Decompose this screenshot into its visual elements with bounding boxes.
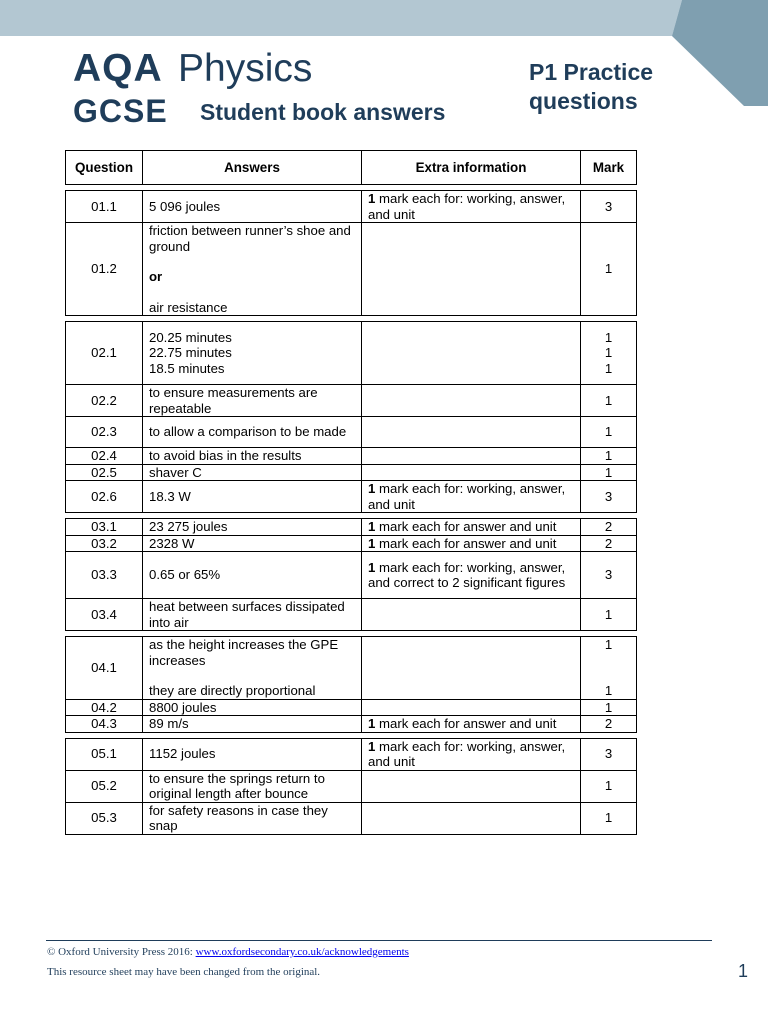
answer-cell: 23 275 joules: [143, 519, 362, 536]
table-row: [66, 448, 637, 465]
header-question: Question: [66, 151, 143, 185]
table-row: [66, 417, 637, 448]
mark-cell: 3: [581, 738, 637, 770]
mark-cell: 2: [581, 519, 637, 536]
table-row: [66, 738, 637, 770]
answer-cell: 89 m/s: [143, 716, 362, 733]
answer-cell: heat between surfaces dissipated into air: [143, 599, 362, 631]
mark-cell: 1: [581, 417, 637, 448]
question-number: 02.1: [66, 322, 143, 385]
answer-cell: to avoid bias in the results: [143, 448, 362, 465]
answer-cell: for safety reasons in case they snap: [143, 802, 362, 834]
top-decorative-band: [0, 0, 768, 36]
header-answers: Answers: [143, 151, 362, 185]
footer-copyright: [47, 946, 409, 958]
question-number: 01.2: [66, 223, 143, 316]
extra-info-cell: [362, 385, 581, 417]
mark-cell: 3: [581, 191, 637, 223]
acknowledgements-link[interactable]: www.oxfordsecondary.co.uk/acknowledgements: [195, 946, 409, 958]
aqa-logo-text: AQA: [73, 47, 163, 90]
mark-cell: 1: [581, 223, 637, 316]
table-row: [66, 802, 637, 834]
answer-cell: 8800 joules: [143, 699, 362, 716]
answer-cell: 1152 joules: [143, 738, 362, 770]
extra-info-cell: [362, 322, 581, 385]
answer-cell: 2328 W: [143, 535, 362, 552]
mark-cell: 1: [581, 802, 637, 834]
extra-info-cell: [362, 637, 581, 700]
mark-cell: 1 1 1: [581, 322, 637, 385]
question-number: 03.4: [66, 599, 143, 631]
mark-cell: 1: [581, 699, 637, 716]
table-row: [66, 716, 637, 733]
answer-cell: to allow a comparison to be made: [143, 417, 362, 448]
table-row: [66, 191, 637, 223]
page-title-line2: questions: [529, 88, 638, 114]
page-title-line1: P1 Practice: [529, 59, 654, 85]
table-row: [66, 552, 637, 599]
mark-cell: 1: [581, 599, 637, 631]
answer-cell: as the height increases the GPE increases they are directly proportional: [143, 637, 362, 700]
extra-info-cell: 1 mark each for answer and unit: [362, 535, 581, 552]
table-row: [66, 322, 637, 385]
extra-info-cell: [362, 223, 581, 316]
copyright-text: © Oxford University Press 2016:: [47, 946, 196, 958]
extra-info-cell: 1 mark each for answer and unit: [362, 716, 581, 733]
question-number: 04.3: [66, 716, 143, 733]
question-number: 05.3: [66, 802, 143, 834]
question-number: 02.2: [66, 385, 143, 417]
extra-info-cell: 1 mark each for answer and unit: [362, 519, 581, 536]
mark-cell: 3: [581, 481, 637, 513]
question-number: 02.4: [66, 448, 143, 465]
table-row: [66, 481, 637, 513]
answer-cell: shaver C: [143, 464, 362, 481]
table-header-row: [66, 151, 637, 185]
table-row: [66, 464, 637, 481]
question-number: 04.2: [66, 699, 143, 716]
table-row: [66, 223, 637, 316]
answer-cell: to ensure the springs return to original length after bounce: [143, 770, 362, 802]
question-number: 03.2: [66, 535, 143, 552]
mark-cell: 1 1: [581, 637, 637, 700]
footer-note: This resource sheet may have been changed from the original.: [47, 966, 321, 978]
answer-cell: friction between runner’s shoe and ground or air resistance: [143, 223, 362, 316]
extra-info-cell: [362, 770, 581, 802]
extra-info-cell: 1 mark each for: working, answer, and correct to 2 significant figures: [362, 552, 581, 599]
mark-cell: 3: [581, 552, 637, 599]
extra-info-cell: [362, 417, 581, 448]
page-title: [529, 58, 653, 116]
corner-tab-shape: [672, 0, 768, 106]
extra-info-cell: [362, 599, 581, 631]
mark-cell: 1: [581, 770, 637, 802]
extra-info-cell: [362, 448, 581, 465]
extra-info-cell: 1 mark each for: working, answer, and unit: [362, 738, 581, 770]
question-number: 05.1: [66, 738, 143, 770]
table-row: [66, 519, 637, 536]
table-row: [66, 770, 637, 802]
mark-cell: 1: [581, 464, 637, 481]
question-number: 04.1: [66, 637, 143, 700]
mark-cell: 1: [581, 448, 637, 465]
table-row: [66, 699, 637, 716]
table-row: [66, 637, 637, 700]
question-number: 05.2: [66, 770, 143, 802]
header-extra-information: Extra information: [362, 151, 581, 185]
extra-info-cell: [362, 699, 581, 716]
table-row: [66, 535, 637, 552]
question-number: 03.3: [66, 552, 143, 599]
extra-info-cell: [362, 464, 581, 481]
answer-cell: 18.3 W: [143, 481, 362, 513]
answer-cell: 0.65 or 65%: [143, 552, 362, 599]
table-row: [66, 385, 637, 417]
answer-cell: to ensure measurements are repeatable: [143, 385, 362, 417]
gcse-logo-text: GCSE: [73, 93, 168, 129]
answer-cell: 5 096 joules: [143, 191, 362, 223]
header-mark: Mark: [581, 151, 637, 185]
extra-info-cell: 1 mark each for: working, answer, and unit: [362, 191, 581, 223]
question-number: 01.1: [66, 191, 143, 223]
answer-cell: 20.25 minutes 22.75 minutes 18.5 minutes: [143, 322, 362, 385]
page-number: 1: [738, 961, 749, 981]
physics-logo-text: Physics: [178, 47, 313, 90]
mark-cell: 2: [581, 535, 637, 552]
question-number: 02.6: [66, 481, 143, 513]
footer-divider: [46, 940, 712, 941]
question-number: 03.1: [66, 519, 143, 536]
mark-cell: 1: [581, 385, 637, 417]
mark-cell: 2: [581, 716, 637, 733]
table-row: [66, 599, 637, 631]
extra-info-cell: [362, 802, 581, 834]
question-number: 02.5: [66, 464, 143, 481]
page-subtitle: Student book answers: [200, 99, 446, 125]
extra-info-cell: 1 mark each for: working, answer, and unit: [362, 481, 581, 513]
answers-table: [65, 150, 637, 835]
question-number: 02.3: [66, 417, 143, 448]
